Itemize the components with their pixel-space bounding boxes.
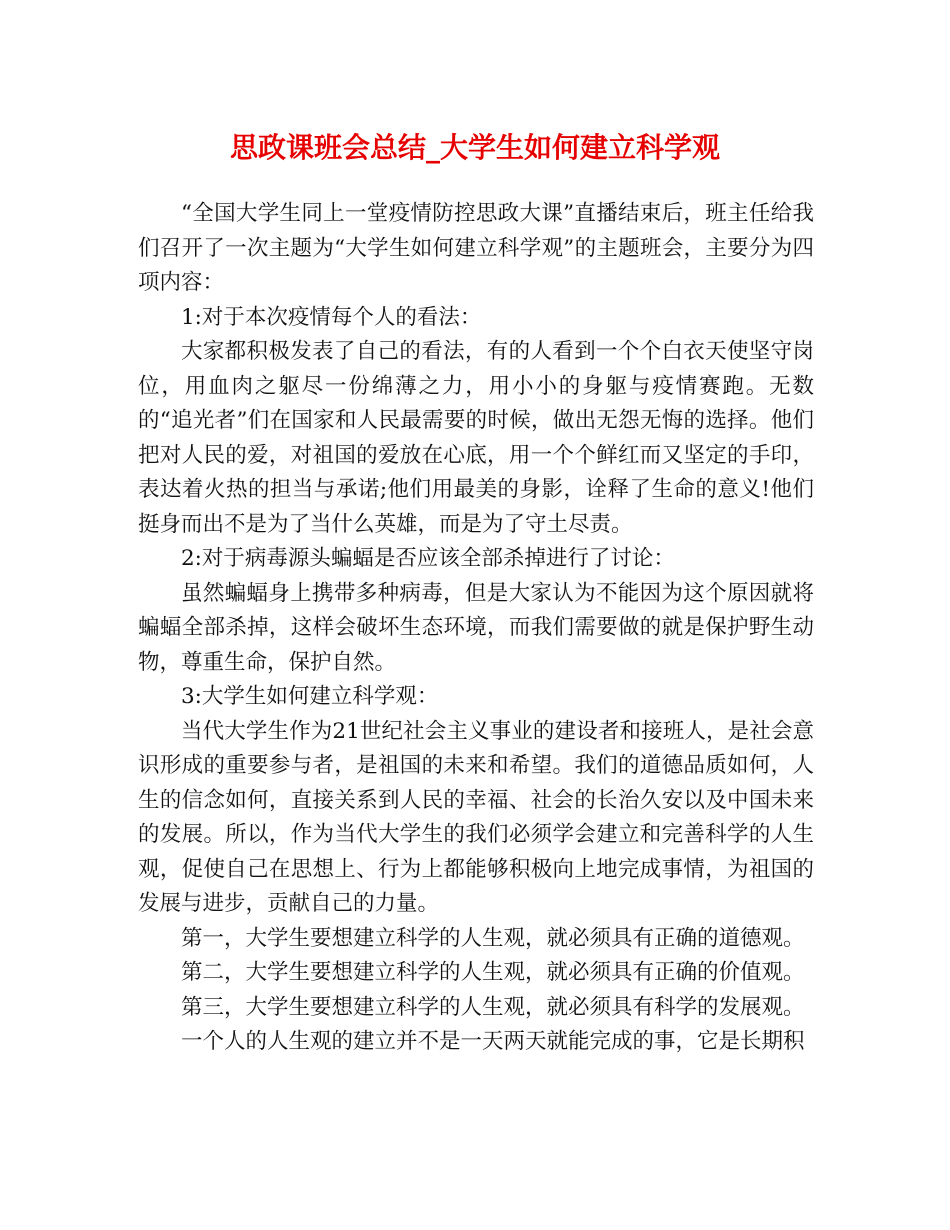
- point-third: 第三，大学生要想建立科学的人生观，就必须具有科学的发展观。: [181, 994, 805, 1020]
- section-heading-1: 1:对于本次疫情每个人的看法：: [181, 304, 482, 330]
- document-body: [138, 197, 814, 1060]
- paragraph-closing: 一个人的人生观的建立并不是一天两天就能完成的事，它是长期积: [181, 1029, 805, 1054]
- point-second: 第二，大学生要想建立科学的人生观，就必须具有正确的价值观。: [181, 960, 805, 985]
- paragraph-section-1: 大家都积极发表了自己的看法，有的人看到一个个白衣天使坚守岗位，用血肉之躯尽一份绵薄之力，用小小的身躯与疫情赛跑。无数的“追光者”们在国家和人民最需要的时候，做出无怨无悔的选择。他们把对人民的爱，对祖国的爱放在心底，用一个个鲜红而又坚定的手印，表达着火热的担当与承诺;他们用最美的身影，诠释了生命的意义!他们挺身而出不是为了当什么英雄，而是为了守土尽责。: [138, 339, 814, 537]
- point-first: 第一，大学生要想建立科学的人生观，就必须具有正确的道德观。: [181, 925, 805, 951]
- section-heading-3: 3:大学生如何建立科学观：: [181, 684, 439, 709]
- paragraph-intro: “全国大学生同上一堂疫情防控思政大课”直播结束后，班主任给我们召开了一次主题为“大学生如何建立科学观”的主题班会，主要分为四项内容：: [138, 201, 814, 295]
- paragraph-section-3: 当代大学生作为21世纪社会主义事业的建设者和接班人，是社会意识形成的重要参与者，是祖国的未来和希望。我们的道德品质如何，人生的信念如何，直接关系到人民的幸福、社会的长治久安以及中国未来的发展。所以，作为当代大学生的我们必须学会建立和完善科学的人生观，促使自己在思想上、行为上都能够积极向上地完成事情，为祖国的发展与进步，贡献自己的力量。: [138, 718, 814, 916]
- paragraph-section-2: 虽然蝙蝠身上携带多种病毒，但是大家认为不能因为这个原因就将蝙蝠全部杀掉，这样会破坏生态环境，而我们需要做的就是保护野生动物，尊重生命，保护自然。: [138, 580, 814, 675]
- section-heading-2: 2:对于病毒源头蝙蝠是否应该全部杀掉进行了讨论：: [181, 546, 675, 571]
- document-title: 思政课班会总结_大学生如何建立科学观: [229, 131, 720, 164]
